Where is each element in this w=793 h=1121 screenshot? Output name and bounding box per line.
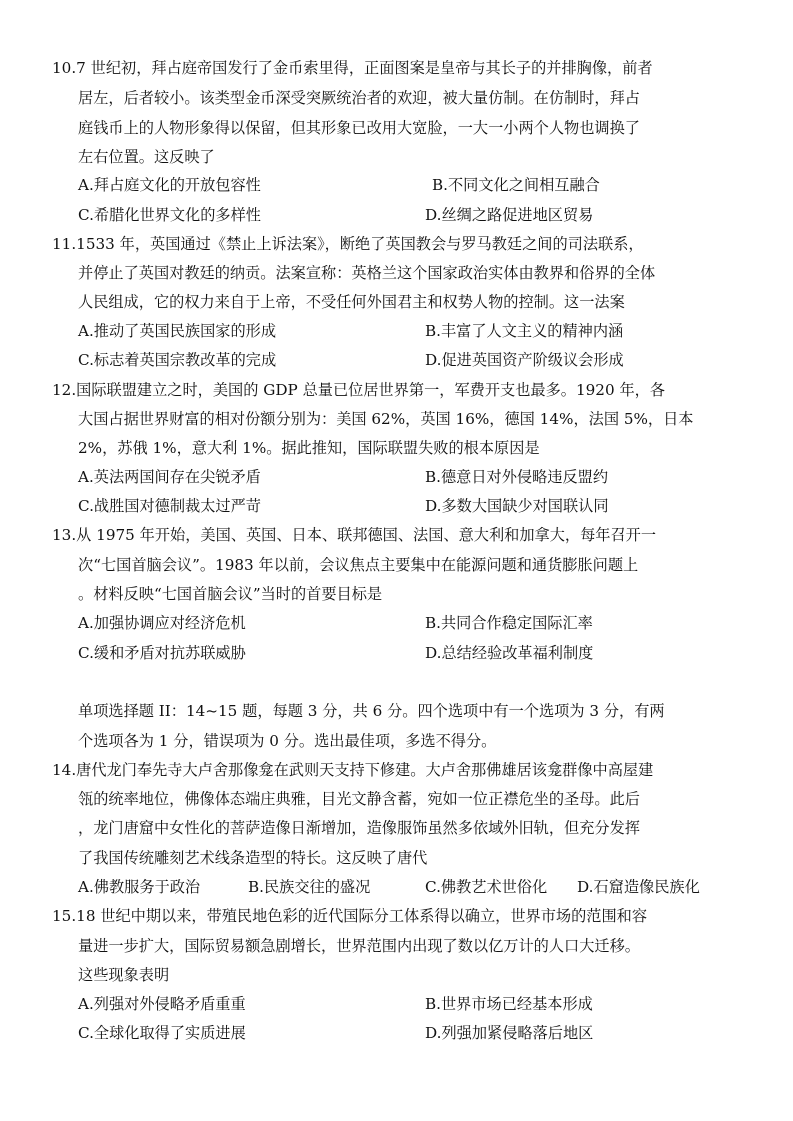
question-10-line-1: 10.7 世纪初，拜占庭帝国发行了金币索里得，正面图案是皇帝与其长子的并排胸像，前者 bbox=[52, 59, 653, 77]
question-10-option-c: C.希腊化世界文化的多样性 bbox=[78, 206, 261, 224]
question-13-line-3: 。材料反映“七国首脑会议”当时的首要目标是 bbox=[78, 585, 383, 603]
question-13-option-c: C.缓和矛盾对抗苏联威胁 bbox=[78, 644, 246, 662]
section-2-line-1: 单项选择题 II：14~15 题，每题 3 分，共 6 分。四个选项中有一个选项为 3 分，有两 bbox=[78, 702, 665, 720]
question-13-line-2: 次“七国首脑会议”。1983 年以前，会议焦点主要集中在能源问题和通货膨胀问题上 bbox=[78, 556, 639, 574]
question-11-line-3: 人民组成，它的权力来自于上帝，不受任何外国君主和权势人物的控制。这一法案 bbox=[78, 293, 625, 311]
question-15-line-1: 15.18 世纪中期以来，带殖民地色彩的近代国际分工体系得以确立，世界市场的范围和容 bbox=[52, 907, 648, 925]
question-11-line-1: 11.1533 年，英国通过《禁止上诉法案》，断绝了英国教会与罗马教廷之间的司法联系， bbox=[52, 235, 644, 253]
question-14-line-3: ，龙门唐窟中女性化的菩萨造像日渐增加，造像服饰虽然多依域外旧轨，但充分发挥 bbox=[78, 819, 640, 837]
question-12-option-a: A.英法两国间存在尖锐矛盾 bbox=[78, 468, 261, 486]
question-12-line-3: 2%，苏俄 1%，意大利 1%。据此推知，国际联盟失败的根本原因是 bbox=[78, 439, 540, 457]
question-14-line-4: 了我国传统雕刻艺术线条造型的特长。这反映了唐代 bbox=[78, 849, 428, 867]
question-15-option-a: A.列强对外侵略矛盾重重 bbox=[78, 995, 246, 1013]
question-12-line-1: 12.国际联盟建立之时，美国的 GDP 总量已位居世界第一，军费开支也最多。1920 年，各 bbox=[52, 381, 666, 399]
question-10-option-b: B.不同文化之间相互融合 bbox=[432, 176, 600, 194]
question-15-option-d: D.列强加紧侵略落后地区 bbox=[425, 1024, 594, 1042]
question-10-option-a: A.拜占庭文化的开放包容性 bbox=[78, 176, 261, 194]
question-13-line-1: 13.从 1975 年开始，美国、英国、日本、联邦德国、法国、意大利和加拿大，每年召开一 bbox=[52, 526, 657, 544]
question-12-option-b: B.德意日对外侵略违反盟约 bbox=[425, 468, 609, 486]
question-11-option-a: A.推动了英国民族国家的形成 bbox=[78, 322, 277, 340]
question-15-line-2: 量进一步扩大，国际贸易额急剧增长，世界范围内出现了数以亿万计的人口大迁移。 bbox=[78, 937, 640, 955]
question-14-line-2: 瓴的统率地位，佛像体态端庄典雅，目光文静含蓄，宛如一位正襟危坐的圣母。此后 bbox=[78, 790, 640, 808]
question-10-line-3: 庭钱币上的人物形象得以保留，但其形象已改用大宽脸，一大一小两个人物也调换了 bbox=[78, 119, 640, 137]
question-14-option-b: B.民族交往的盛况 bbox=[248, 878, 371, 896]
question-11-option-b: B.丰富了人文主义的精神内涵 bbox=[425, 322, 624, 340]
question-11-option-d: D.促进英国资产阶级议会形成 bbox=[425, 351, 624, 369]
question-10-option-d: D.丝绸之路促进地区贸易 bbox=[425, 206, 594, 224]
question-15-option-b: B.世界市场已经基本形成 bbox=[425, 995, 593, 1013]
question-10-line-4: 左右位置。这反映了 bbox=[78, 148, 215, 166]
question-15-line-3: 这些现象表明 bbox=[78, 966, 170, 984]
question-11-line-2: 并停止了英国对教廷的纳贡。法案宣称：英格兰这个国家政治实体由教界和俗界的全体 bbox=[78, 264, 656, 282]
question-11-option-c: C.标志着英国宗教改革的完成 bbox=[78, 351, 277, 369]
question-12-option-d: D.多数大国缺少对国联认同 bbox=[425, 497, 609, 515]
question-14-option-a: A.佛教服务于政治 bbox=[78, 878, 201, 896]
question-10-line-2: 居左，后者较小。该类型金币深受突厥统治者的欢迎，被大量仿制。在仿制时，拜占 bbox=[78, 89, 640, 107]
question-15-option-c: C.全球化取得了实质进展 bbox=[78, 1024, 246, 1042]
question-14-line-1: 14.唐代龙门奉先寺大卢舍那像龛在武则天支持下修建。大卢舍那佛雄居该龛群像中高屋建 bbox=[52, 761, 654, 779]
question-13-option-a: A.加强协调应对经济危机 bbox=[78, 614, 246, 632]
section-2-line-2: 个选项各为 1 分，错误项为 0 分。选出最佳项，多选不得分。 bbox=[78, 732, 497, 750]
question-12-line-2: 大国占据世界财富的相对份额分别为：美国 62%，英国 16%，德国 14%，法国 5%，日本 bbox=[78, 410, 694, 428]
question-13-option-b: B.共同合作稳定国际汇率 bbox=[425, 614, 593, 632]
question-14-option-d: D.石窟造像民族化 bbox=[577, 878, 700, 896]
question-14-option-c: C.佛教艺术世俗化 bbox=[425, 878, 548, 896]
question-13-option-d: D.总结经验改革福利制度 bbox=[425, 644, 594, 662]
question-12-option-c: C.战胜国对德制裁太过严苛 bbox=[78, 497, 261, 515]
